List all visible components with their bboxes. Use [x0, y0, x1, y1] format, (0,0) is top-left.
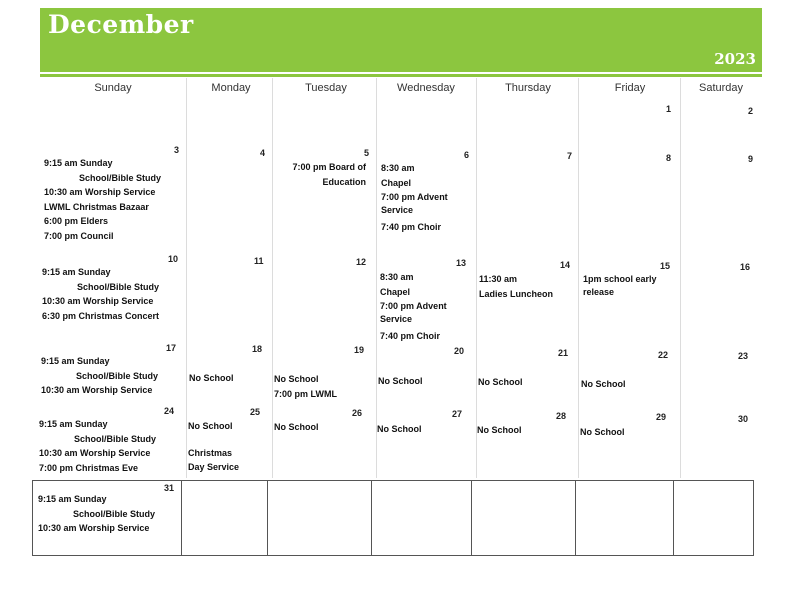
grid-divider	[680, 78, 681, 478]
event-entry: 10:30 am Worship Service	[39, 448, 151, 458]
event-entry: 9:15 am Sunday	[38, 494, 107, 504]
day-events	[188, 419, 239, 475]
month-title: December	[48, 10, 194, 39]
event-entry: No School	[188, 421, 233, 431]
date-number: 18	[252, 344, 263, 354]
event-entry: School/Bible Study	[79, 172, 162, 183]
date-number: 9	[748, 154, 754, 164]
grid-divider	[181, 481, 182, 555]
event-entry: Chapel	[380, 286, 411, 297]
grid-divider	[575, 481, 576, 555]
event-entry: 10:30 am Worship Service	[44, 187, 156, 197]
event-entry: 7:00 pm Advent	[381, 192, 448, 202]
event-entry: No School	[377, 424, 422, 434]
event-entry: No School	[189, 373, 234, 383]
date-number: 31	[164, 483, 175, 493]
date-number: 21	[558, 348, 569, 358]
event-entry: 7:40 pm Choir	[380, 331, 441, 341]
event-entry: No School	[378, 376, 423, 386]
day-events	[381, 161, 448, 235]
event-entry: Service	[380, 313, 413, 324]
day-events	[38, 492, 155, 536]
date-number: 10	[168, 254, 179, 264]
grid-divider	[376, 78, 377, 478]
event-entry: 8:30 am	[380, 272, 414, 282]
day-events	[42, 265, 159, 323]
day-events	[44, 156, 161, 243]
grid-divider	[267, 481, 268, 555]
date-number: 13	[456, 258, 467, 268]
event-entry: 7:00 pm Christmas Eve	[39, 462, 139, 473]
date-number: 16	[740, 262, 751, 272]
date-number: 27	[452, 409, 463, 419]
event-entry: 7:00 pm LWML	[274, 388, 338, 399]
date-number: 24	[164, 406, 175, 416]
event-entry: 1pm school early	[583, 274, 657, 284]
grid-divider	[371, 481, 372, 555]
day-events	[189, 371, 234, 386]
event-entry: Education	[322, 176, 366, 187]
date-number: 29	[656, 412, 667, 422]
event-entry: No School	[477, 425, 522, 435]
weekday-wednesday: Wednesday	[397, 82, 455, 94]
date-number: 20	[454, 346, 465, 356]
date-number: 4	[260, 148, 266, 158]
event-entry: release	[583, 287, 615, 297]
event-entry: 9:15 am Sunday	[41, 356, 110, 366]
event-entry: No School	[580, 427, 625, 437]
date-number: 3	[174, 145, 180, 155]
grid-divider	[186, 78, 187, 478]
event-entry: 9:15 am Sunday	[39, 419, 108, 429]
event-entry: 7:00 pm Board of	[292, 162, 366, 172]
event-entry: No School	[274, 374, 319, 384]
event-entry: 8:30 am	[381, 163, 415, 173]
date-number: 15	[660, 261, 671, 271]
event-entry: No School	[274, 422, 319, 432]
grid-divider	[272, 78, 273, 478]
day-events	[39, 417, 156, 475]
weekday-monday: Monday	[211, 82, 251, 94]
event-entry: Day Service	[188, 462, 240, 472]
event-entry: No School	[581, 379, 626, 389]
grid-divider	[673, 481, 674, 555]
event-entry: 7:00 pm Advent	[380, 301, 447, 311]
event-entry: Christmas	[188, 447, 233, 458]
day-events	[478, 375, 523, 390]
day-events	[580, 425, 625, 440]
date-number: 12	[356, 257, 367, 267]
event-entry: 9:15 am Sunday	[42, 267, 111, 277]
event-entry: Ladies Luncheon	[479, 288, 554, 299]
date-number: 11	[254, 256, 264, 266]
date-number: 26	[352, 408, 363, 418]
weekday-tuesday: Tuesday	[305, 82, 347, 94]
header-rule	[40, 74, 762, 77]
event-entry: 10:30 am Worship Service	[41, 385, 153, 395]
day-events	[583, 273, 657, 299]
date-number: 19	[354, 345, 365, 355]
day-events	[274, 372, 337, 401]
grid-divider	[471, 481, 472, 555]
date-number: 28	[556, 411, 567, 421]
event-entry: School/Bible Study	[77, 281, 160, 292]
date-number: 8	[666, 153, 672, 163]
year-title: 2023	[714, 50, 756, 68]
date-number: 1	[666, 104, 672, 114]
day-events	[377, 422, 422, 437]
day-events	[581, 377, 626, 392]
day-events	[274, 420, 319, 435]
date-number: 25	[250, 407, 261, 417]
weekday-thursday: Thursday	[505, 82, 551, 94]
event-entry: 9:15 am Sunday	[44, 158, 113, 168]
event-entry: 11:30 am	[479, 274, 518, 284]
event-entry: No School	[478, 377, 523, 387]
day-events	[477, 423, 522, 438]
date-number: 30	[738, 414, 749, 424]
weekday-sunday: Sunday	[94, 82, 132, 94]
event-entry: 10:30 am Worship Service	[38, 523, 150, 533]
event-entry: 6:30 pm Christmas Concert	[42, 310, 160, 321]
event-entry: 10:30 am Worship Service	[42, 296, 154, 306]
event-entry: School/Bible Study	[73, 508, 156, 519]
weekday-saturday: Saturday	[698, 82, 744, 94]
date-number: 5	[364, 148, 370, 158]
event-entry: LWML Christmas Bazaar	[44, 201, 149, 212]
day-events	[276, 160, 366, 189]
event-entry: 7:00 pm Council	[44, 230, 114, 241]
weekday-friday: Friday	[614, 82, 646, 94]
date-number: 17	[166, 343, 177, 353]
month-header-bar	[40, 8, 762, 72]
day-events	[378, 374, 423, 389]
event-entry: 7:40 pm Choir	[381, 222, 442, 232]
date-number: 14	[560, 260, 571, 270]
grid-divider	[578, 78, 579, 478]
date-number: 7	[567, 151, 573, 161]
event-spacer	[188, 434, 239, 446]
event-entry: Service	[381, 204, 414, 215]
day-events	[380, 270, 447, 344]
date-number: 2	[748, 106, 754, 116]
date-number: 6	[464, 150, 470, 160]
event-entry: School/Bible Study	[76, 370, 159, 381]
date-number: 23	[738, 351, 749, 361]
date-number: 22	[658, 350, 669, 360]
event-entry: 6:00 pm Elders	[44, 216, 109, 226]
event-entry: Chapel	[381, 177, 412, 188]
grid-divider	[476, 78, 477, 478]
day-events	[41, 354, 158, 398]
day-events	[479, 272, 553, 301]
event-entry: School/Bible Study	[74, 433, 157, 444]
